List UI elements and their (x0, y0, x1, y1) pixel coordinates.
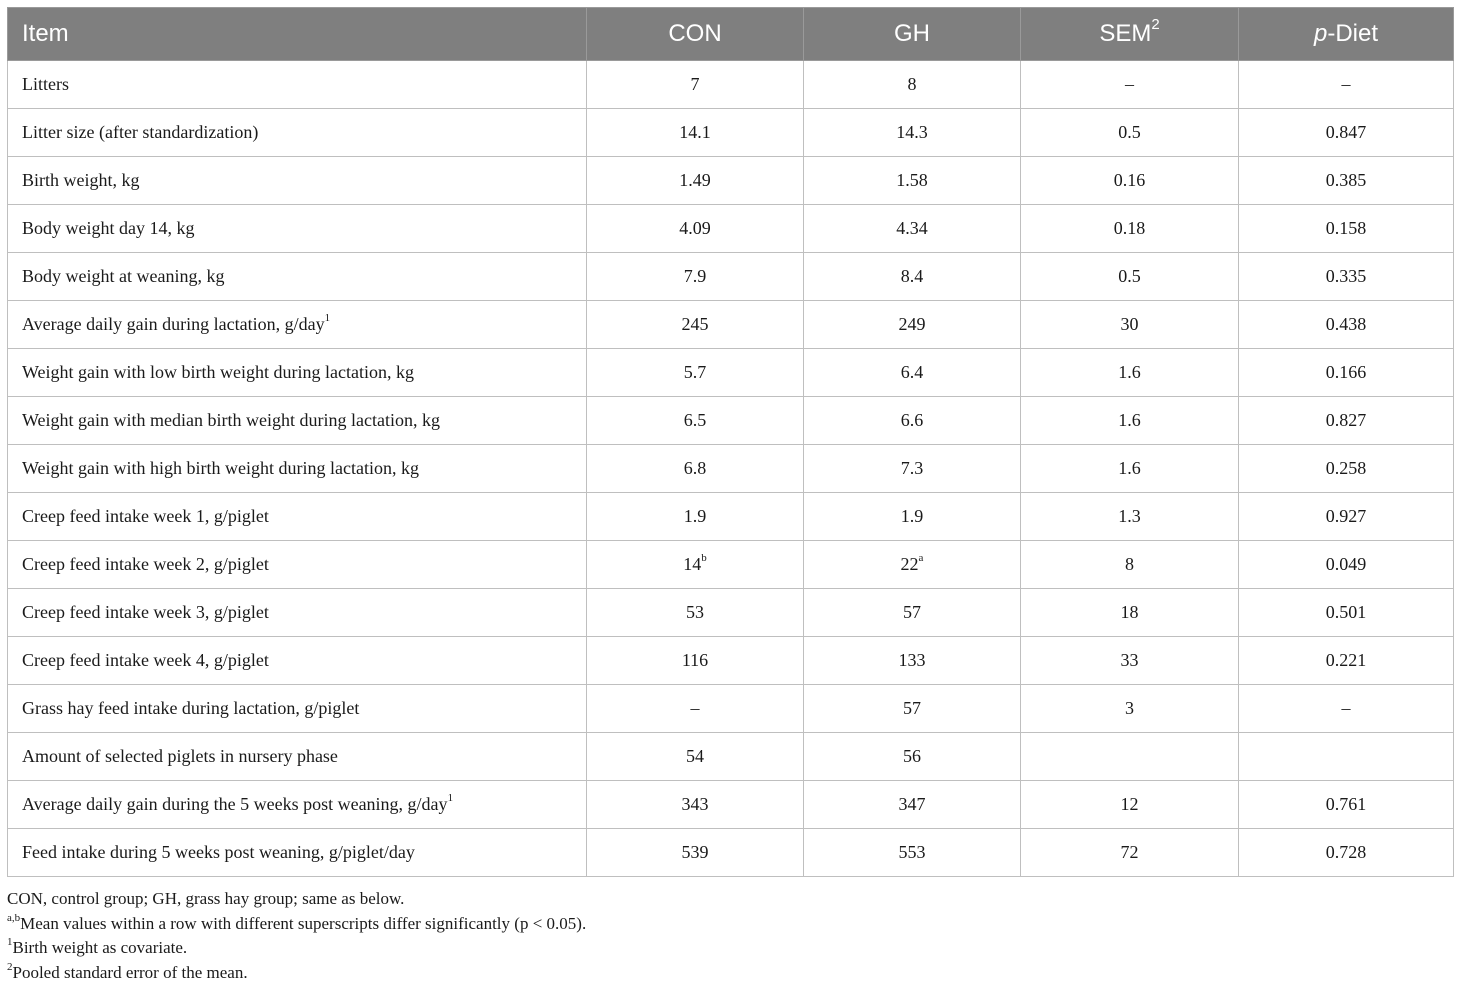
cell-con: 539 (587, 829, 804, 877)
cell-item: Creep feed intake week 2, g/piglet (8, 541, 587, 589)
cell-sem: 72 (1021, 829, 1239, 877)
cell-item: Weight gain with high birth weight during lactation, kg (8, 445, 587, 493)
cell-con: 6.8 (587, 445, 804, 493)
cell-item: Litter size (after standardization) (8, 109, 587, 157)
cell-gh: 4.34 (804, 205, 1021, 253)
cell-sem: 0.5 (1021, 109, 1239, 157)
cell-con: – (587, 685, 804, 733)
cell-con: 7 (587, 61, 804, 109)
cell-sem: 33 (1021, 637, 1239, 685)
footnote: $^{a,b}$Mean values within a row with different superscripts differ significantly (p < 0.05). (7, 911, 587, 933)
cell-sem: 30 (1021, 301, 1239, 349)
cell-item: Litters (8, 61, 587, 109)
cell-gh: 1.9 (804, 493, 1021, 541)
cell-p-diet: 0.335 (1239, 253, 1454, 301)
cell-p-diet: 0.166 (1239, 349, 1454, 397)
cell-con: 245 (587, 301, 804, 349)
cell-sem: 1.6 (1021, 349, 1239, 397)
results-table (7, 7, 1454, 877)
cell-con: 116 (587, 637, 804, 685)
footnote: CON, control group; GH, grass hay group; same as below. (7, 889, 405, 908)
table-row (8, 301, 1454, 349)
cell-sem: 18 (1021, 589, 1239, 637)
cell-p-diet: 0.049 (1239, 541, 1454, 589)
table-container (7, 7, 1453, 985)
table-row (8, 445, 1454, 493)
cell-gh: 1.58 (804, 157, 1021, 205)
cell-p-diet: 0.761 (1239, 781, 1454, 829)
cell-gh: 7.3 (804, 445, 1021, 493)
cell-sem: – (1021, 61, 1239, 109)
header-con: CON (587, 8, 804, 61)
cell-p-diet: 0.827 (1239, 397, 1454, 445)
cell-gh: 133 (804, 637, 1021, 685)
header-item: Item (8, 8, 587, 61)
cell-item: Average daily gain during the 5 weeks post weaning, g/day$^1$ (8, 781, 587, 829)
cell-gh: 57 (804, 685, 1021, 733)
cell-sem: 3 (1021, 685, 1239, 733)
footnote: $^1$Birth weight as covariate. (7, 936, 188, 957)
cell-p-diet: 0.847 (1239, 109, 1454, 157)
table-row (8, 637, 1454, 685)
cell-gh: 6.6 (804, 397, 1021, 445)
cell-con: 7.9 (587, 253, 804, 301)
cell-con: 6.5 (587, 397, 804, 445)
cell-con: 14.1 (587, 109, 804, 157)
table-row (8, 157, 1454, 205)
table-row (8, 733, 1454, 781)
header-sem: SEM$^2$ (1021, 8, 1239, 61)
cell-sem: 1.6 (1021, 397, 1239, 445)
cell-sem: 0.16 (1021, 157, 1239, 205)
cell-sem: 1.6 (1021, 445, 1239, 493)
cell-gh: 14.3 (804, 109, 1021, 157)
cell-item: Creep feed intake week 3, g/piglet (8, 589, 587, 637)
cell-item: Amount of selected piglets in nursery phase (8, 733, 587, 781)
cell-gh: 8 (804, 61, 1021, 109)
table-row (8, 829, 1454, 877)
cell-p-diet: 0.438 (1239, 301, 1454, 349)
table-row (8, 205, 1454, 253)
cell-p-diet (1239, 733, 1454, 781)
cell-sem: 1.3 (1021, 493, 1239, 541)
header-gh: GH (804, 8, 1021, 61)
cell-p-diet: – (1239, 685, 1454, 733)
cell-item: Grass hay feed intake during lactation, g/piglet (8, 685, 587, 733)
table-row (8, 781, 1454, 829)
cell-sem: 0.18 (1021, 205, 1239, 253)
cell-gh: 57 (804, 589, 1021, 637)
cell-item: Weight gain with low birth weight during lactation, kg (8, 349, 587, 397)
cell-gh: 6.4 (804, 349, 1021, 397)
table-row (8, 397, 1454, 445)
cell-sem: 12 (1021, 781, 1239, 829)
table-row (8, 253, 1454, 301)
table-row (8, 541, 1454, 589)
cell-item: Creep feed intake week 4, g/piglet (8, 637, 587, 685)
cell-sem: 0.5 (1021, 253, 1239, 301)
table-row (8, 349, 1454, 397)
cell-item: Creep feed intake week 1, g/piglet (8, 493, 587, 541)
table-row (8, 61, 1454, 109)
cell-con: 343 (587, 781, 804, 829)
cell-con: 14$^b$ (587, 541, 804, 589)
cell-gh: 8.4 (804, 253, 1021, 301)
cell-sem (1021, 733, 1239, 781)
header-row (8, 8, 1454, 61)
table-row (8, 589, 1454, 637)
cell-gh: 553 (804, 829, 1021, 877)
cell-gh: 249 (804, 301, 1021, 349)
cell-item: Feed intake during 5 weeks post weaning, g/piglet/day (8, 829, 587, 877)
cell-item: Birth weight, kg (8, 157, 587, 205)
table-row (8, 109, 1454, 157)
cell-p-diet: 0.258 (1239, 445, 1454, 493)
cell-p-diet: 0.728 (1239, 829, 1454, 877)
cell-con: 1.9 (587, 493, 804, 541)
cell-p-diet: 0.501 (1239, 589, 1454, 637)
cell-p-diet: 0.927 (1239, 493, 1454, 541)
cell-gh: 22$^a$ (804, 541, 1021, 589)
cell-gh: 56 (804, 733, 1021, 781)
cell-con: 54 (587, 733, 804, 781)
cell-item: Average daily gain during lactation, g/day$^1$ (8, 301, 587, 349)
cell-p-diet: 0.221 (1239, 637, 1454, 685)
footnote: $^2$Pooled standard error of the mean. (7, 960, 248, 982)
cell-con: 1.49 (587, 157, 804, 205)
cell-sem: 8 (1021, 541, 1239, 589)
cell-con: 4.09 (587, 205, 804, 253)
table-header (8, 8, 1454, 61)
table-row (8, 685, 1454, 733)
table-body (8, 61, 1454, 877)
cell-p-diet: – (1239, 61, 1454, 109)
cell-item: Weight gain with median birth weight during lactation, kg (8, 397, 587, 445)
cell-item: Body weight at weaning, kg (8, 253, 587, 301)
cell-item: Body weight day 14, kg (8, 205, 587, 253)
cell-con: 5.7 (587, 349, 804, 397)
cell-p-diet: 0.158 (1239, 205, 1454, 253)
header-p-diet: p-Diet (1239, 8, 1454, 61)
table-row (8, 493, 1454, 541)
cell-con: 53 (587, 589, 804, 637)
cell-gh: 347 (804, 781, 1021, 829)
cell-p-diet: 0.385 (1239, 157, 1454, 205)
footnotes (7, 887, 1453, 985)
